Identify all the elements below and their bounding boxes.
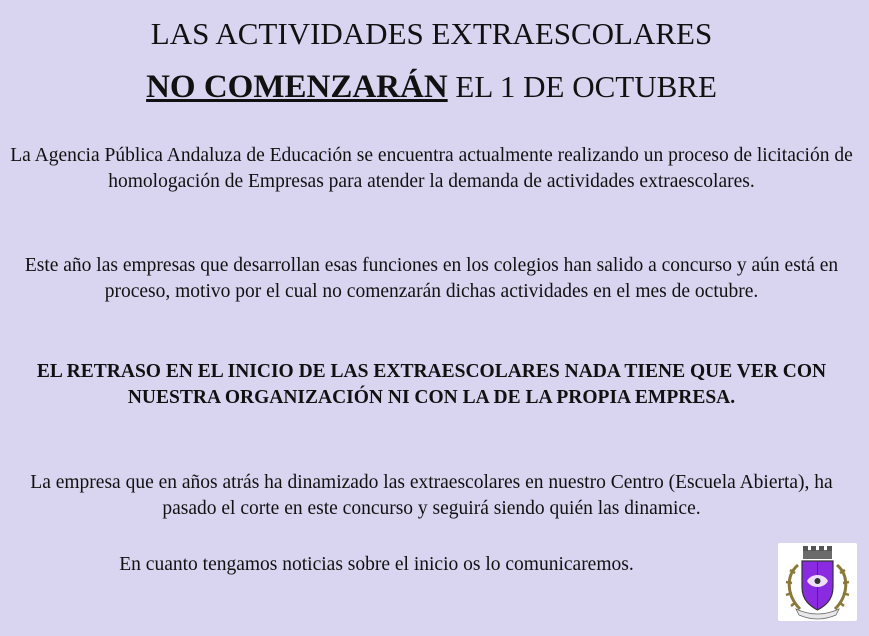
heading-line-1: LAS ACTIVIDADES EXTRAESCOLARES	[150, 16, 713, 51]
paragraph-licitacion: La Agencia Pública Andaluza de Educación se encuentra actualmente realizando un proceso de licitación de homologación de Empresas para atender la demanda de actividades extraescolares.	[10, 145, 853, 192]
heading-date: EL 1 DE OCTUBRE	[447, 69, 717, 104]
crest-emblem-icon	[778, 543, 857, 621]
heading-line-2	[0, 66, 863, 108]
crown-merlon-1	[803, 546, 808, 551]
paragraph-noticias: En cuanto tengamos noticias sobre el inicio os lo comunicaremos.	[119, 554, 634, 575]
crest-svg	[778, 543, 857, 621]
paragraph-escuela-abierta: La empresa que en años atrás ha dinamizado las extraescolares en nuestro Centro (Escuela Abierta), ha pasado el corte en este concurso y seguirá siendo quién las dinamice.	[30, 472, 833, 519]
crown-base	[803, 550, 832, 559]
shield-center	[815, 578, 821, 584]
crown-merlon-3	[819, 546, 824, 551]
paragraph-concurso: Este año las empresas que desarrollan esas funciones en los colegios han salido a concurso y aún está en proceso, motivo por el cual no comenzarán dichas actividades en el mes de octubre.	[24, 255, 839, 302]
paragraph-retraso-notice: EL RETRASO EN EL INICIO DE LAS EXTRAESCOLARES NADA TIENE QUE VER CON NUESTRA ORGANIZACIÓN NI CON LA DE LA PROPIA EMPRESA.	[36, 361, 827, 408]
crown-merlon-2	[811, 546, 816, 551]
crown-merlon-4	[827, 546, 832, 551]
heading-emphasis: NO COMENZARÁN	[146, 69, 448, 105]
